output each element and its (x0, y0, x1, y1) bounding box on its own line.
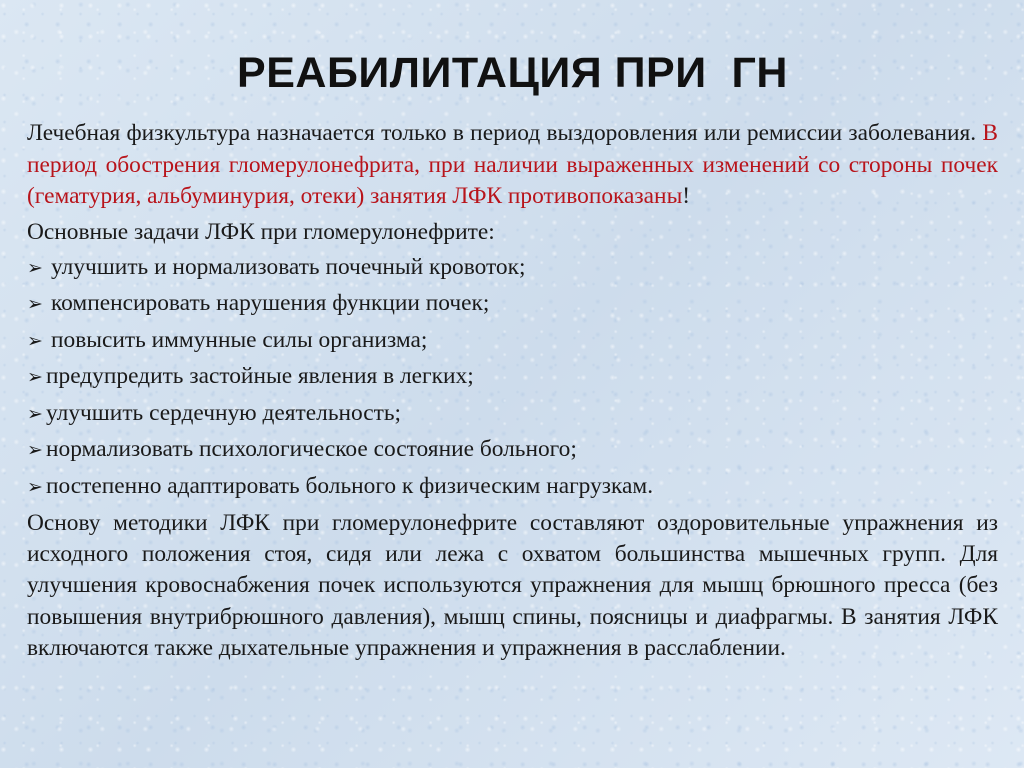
intro-text-end: ! (682, 183, 691, 209)
list-item (27, 286, 998, 323)
list-item-text: постепенно адаптировать больного к физическим нагрузкам. (46, 472, 654, 499)
contraindication-text: В период обострения гломерулонефрита, при наличии выраженных изменений со стороны почек (гематурия, альбуминурия, отеки) занятия ЛФК противопоказаны (27, 120, 998, 209)
list-item-text: повысить иммунные силы организма; (51, 326, 428, 353)
intro-paragraph (27, 118, 998, 213)
arrow-bullet-icon: ➢ (27, 329, 43, 352)
conclusion-paragraph: Основу методики ЛФК при гломерулонефрите составляют оздоровительные упражнения из исходного положения стоя, сидя или лежа с охватом большинства мышечных групп. Для улучшения кровоснабжения почек используются упражнения для мышц брюшного пресса (без повышения внутрибрюшного давления), мышц спины, поясницы и диафрагмы. В занятия ЛФК включаются также дыхательные упражнения и упражнения в расслаблении. (27, 510, 998, 661)
list-item-text: улучшить сердечную деятельность; (46, 399, 402, 426)
arrow-bullet-icon: ➢ (27, 475, 43, 498)
arrow-bullet-icon: ➢ (27, 439, 43, 461)
list-item (27, 323, 998, 360)
slide-title: РЕАБИЛИТАЦИЯ ПРИ ГН (237, 49, 788, 97)
list-item-text: предупредить застойные явления в легких; (46, 363, 474, 389)
tasks-heading: Основные задачи ЛФК при гломерулонефрите: (27, 218, 495, 245)
list-item (27, 250, 998, 287)
arrow-bullet-icon: ➢ (27, 256, 43, 279)
arrow-bullet-icon: ➢ (27, 366, 43, 388)
list-item (27, 469, 998, 506)
list-item-text: нормализовать психологическое состояние больного; (46, 436, 577, 462)
list-item (27, 432, 998, 469)
list-item (27, 396, 998, 433)
list-item (27, 359, 998, 396)
tasks-list (27, 250, 998, 506)
arrow-bullet-icon: ➢ (27, 293, 43, 315)
arrow-bullet-icon: ➢ (27, 402, 43, 425)
list-item-text: улучшить и нормализовать почечный кровоток; (51, 253, 526, 280)
list-item-text: компенсировать нарушения функции почек; (51, 290, 490, 316)
intro-text: Лечебная физкультура назначается только в период выздоровления или ремиссии заболевания. (27, 120, 983, 146)
